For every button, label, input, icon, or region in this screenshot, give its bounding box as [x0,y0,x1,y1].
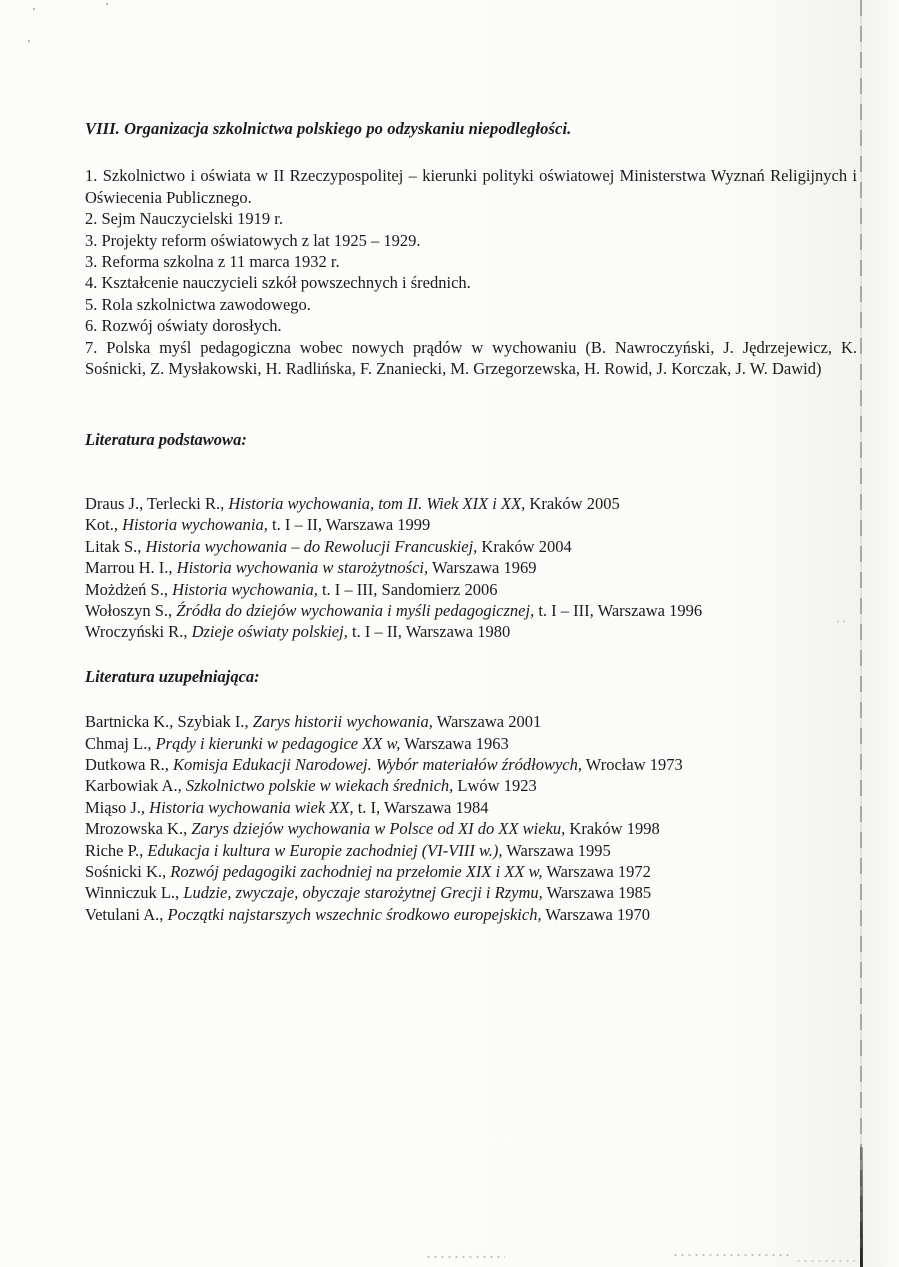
bib-publisher: t. I, Warszawa 1984 [353,797,489,817]
bib-title: Komisja Edukacji Narodowej. Wybór materiałów źródłowych, [173,754,582,774]
bib-author: Litak S., [85,536,146,556]
bibliography-entry [85,600,857,621]
bib-publisher: Warszawa 1969 [428,558,537,578]
bibliography-entry [85,493,857,514]
bib-publisher: t. I – II, Warszawa 1980 [347,622,511,642]
bib-title: Rozwój pedagogiki zachodniej na przełomie XIX i XX w, [170,861,543,881]
bibliography-entry [85,733,857,754]
scan-artifact [795,1259,855,1263]
bib-title: Początki najstarszych wszechnic środkowo europejskich, [167,904,542,924]
bibliography-entry [85,711,857,732]
bib-author: Chmaj L., [85,733,156,753]
bib-author: Wroczyński R., [85,622,192,642]
bib-title: Zarys dziejów wychowania w Polsce od XI do XX wieku, [191,819,566,839]
bibliography-entry [85,861,857,882]
scan-artifact [672,1253,792,1257]
bib-author: Bartnicka K., Szybiak I., [85,712,253,732]
section-title: VIII. Organizacja szkolnictwa polskiego po odzyskaniu niepodległości. [85,119,572,138]
topic-item: 3. Reforma szkolna z 11 marca 1932 r. [85,252,340,272]
topic-item: 6. Rozwój oświaty dorosłych. [85,316,282,336]
bib-author: Vetulani A., [85,904,168,924]
bib-author: Winniczuk L., [85,883,184,903]
bib-title: Edukacja i kultura w Europie zachodniej (VI-VIII w.), [147,840,503,860]
bib-author: Mrozowska K., [85,819,192,839]
bib-title: Historia wychowania, tom II. Wiek XIX i XX, [228,493,526,513]
bib-author: Dutkowa R., [85,754,173,774]
topic-item: 5. Rola szkolnictwa zawodowego. [85,294,311,314]
bib-author: Sośnicki K., [85,861,171,881]
bib-publisher: t. I – III, Warszawa 1996 [534,600,703,620]
bib-title: Historia wychowania – do Rewolucji Francuskiej, [145,536,478,556]
scan-artifact: ' [33,6,35,18]
bib-author: Możdżeń S., [85,579,173,599]
scan-artifact: ' [28,38,30,50]
bibliography-entry [85,904,857,925]
literatura-podstawowa-list [85,493,857,643]
bibliography-entry [85,775,857,796]
bibliography-entry [85,557,857,578]
topic-item: 7. Polska myśl pedagogiczna wobec nowych prądów w wychowaniu (B. Nawroczyński, J. Jędrzejewicz, K. Sośnicki, Z. Mysłakowski, H. Radlińska, F. Znaniecki, M. Grzegorzewska, H. Rowid, J. Korczak, J. W. Dawid) [85,337,857,379]
scan-edge-line-bottom [860,1147,863,1267]
bib-title: Szkolnictwo polskie w wiekach średnich, [185,776,454,796]
bib-publisher: t. I – III, Sandomierz 2006 [317,579,498,599]
bibliography-entry [85,514,857,535]
bib-publisher: Warszawa 1970 [541,904,650,924]
bib-publisher: Warszawa 1972 [542,861,651,881]
bib-publisher: Warszawa 1985 [542,883,652,903]
topics-list [85,165,857,379]
bib-title: Zarys historii wychowania, [252,712,433,732]
bibliography-entry [85,621,857,642]
bib-title: Historia wychowania w starożytności, [176,558,429,578]
bib-publisher: t. I – II, Warszawa 1999 [267,515,431,535]
bib-title: Źródła do dziejów wychowania i myśli pedagogicznej, [176,600,535,620]
bibliography-entry [85,754,857,775]
bibliography-entry [85,797,857,818]
topic-item: 3. Projekty reform oświatowych z lat 1925 – 1929. [85,230,421,250]
bib-publisher: Kraków 2004 [477,536,572,556]
bib-author: Wołoszyn S., [85,600,177,620]
topic-item: 2. Sejm Nauczycielski 1919 r. [85,209,283,229]
bib-publisher: Lwów 1923 [453,776,537,796]
bib-publisher: Warszawa 1963 [400,733,509,753]
bibliography-entry [85,882,857,903]
bib-author: Miąso J., [85,797,150,817]
scan-edge-line [860,0,862,1267]
bib-author: Draus J., Terlecki R., [85,493,229,513]
bib-title: Historia wychowania, [122,515,268,535]
scan-artifact [425,1255,505,1259]
bib-publisher: Wrocław 1973 [581,754,683,774]
literatura-uzupelniajaca-list [85,711,857,925]
bib-publisher: Kraków 1998 [565,819,660,839]
bibliography-entry [85,536,857,557]
bib-author: Kot., [85,515,123,535]
document-content [85,118,857,925]
bib-author: Riche P., [85,840,148,860]
topic-item: 4. Kształcenie nauczycieli szkół powszechnych i średnich. [85,273,471,293]
literatura-uzupelniajaca-heading: Literatura uzupełniająca: [85,666,260,686]
bib-author: Marrou H. I., [85,558,177,578]
bib-publisher: Warszawa 1995 [502,840,611,860]
bib-title: Ludzie, zwyczaje, obyczaje starożytnej Grecji i Rzymu, [183,883,543,903]
bib-title: Historia wychowania, [172,579,318,599]
bib-publisher: Warszawa 2001 [432,712,542,732]
bib-author: Karbowiak A., [85,776,186,796]
bib-publisher: Kraków 2005 [525,493,620,513]
topic-item: 1. Szkolnictwo i oświata w II Rzeczypospolitej – kierunki polityki oświatowej Ministerstwa Wyznań Religijnych i Oświecenia Publicznego. [85,166,857,207]
bibliography-entry [85,818,857,839]
literatura-podstawowa-heading: Literatura podstawowa: [85,430,247,450]
bibliography-entry [85,840,857,861]
bib-title: Dzieje oświaty polskiej, [191,622,348,642]
bib-title: Prądy i kierunki w pedagogice XX w, [155,733,401,753]
bibliography-entry [85,579,857,600]
scan-artifact: ' [106,1,108,13]
bib-title: Historia wychowania wiek XX, [149,797,354,817]
